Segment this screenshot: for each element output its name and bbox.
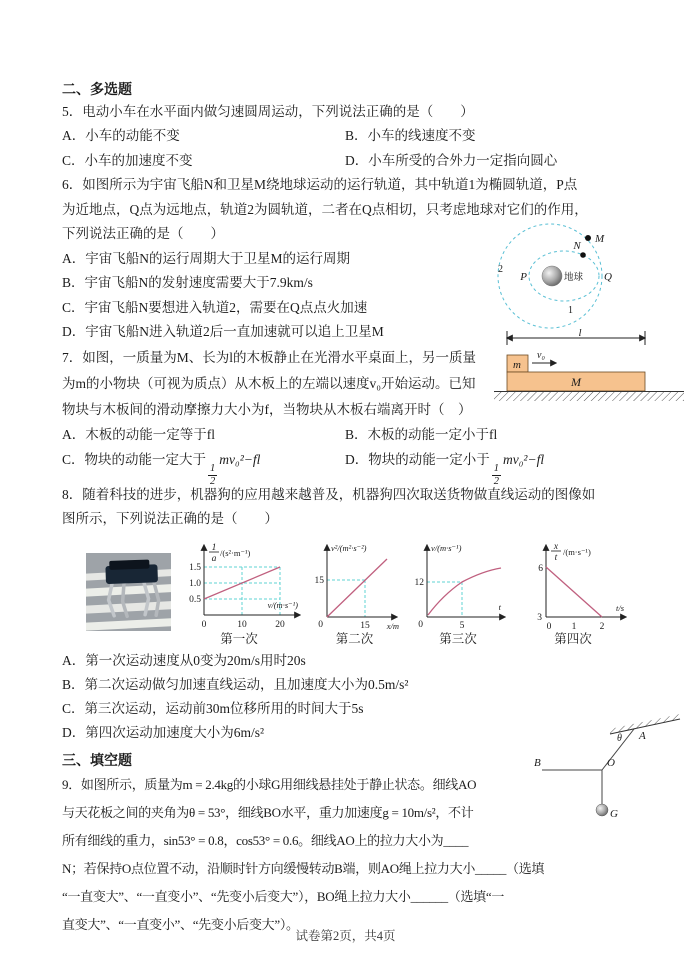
section-title-multichoice: 二、多选题 bbox=[62, 81, 132, 97]
graph2-caption: 第二次 bbox=[335, 632, 374, 646]
q6-option-d: D．宇宙飞船N进入轨道2后一直加速就可以追上卫星M bbox=[62, 324, 384, 339]
graph-first-run bbox=[174, 537, 304, 647]
theta-label: θ bbox=[617, 733, 622, 744]
g4-ytick-6: 6 bbox=[538, 564, 543, 574]
q9-line1: 9．如图所示，质量为m = 2.4kg的小球G用细线悬挂处于静止状态。细线AO bbox=[62, 777, 477, 792]
g4-ylabel-den: t bbox=[554, 553, 558, 563]
g1-xtick-20: 20 bbox=[275, 620, 285, 630]
q6-option-c: C．宇宙飞船N要想进入轨道2，需要在Q点点火加速 bbox=[62, 299, 368, 315]
g1-xlabel: v/(m·s⁻¹) bbox=[267, 600, 298, 610]
q7-option-d bbox=[345, 442, 544, 488]
q7-stem-line1: 7．如图，一质量为M、长为l的木板静止在光滑水平桌面上，另一质量 bbox=[62, 349, 477, 365]
graph-second-run bbox=[307, 537, 402, 647]
g4-xtick-0: 0 bbox=[546, 622, 552, 631]
ground-hatch bbox=[494, 392, 684, 401]
graph2-v2-vs-x bbox=[307, 537, 402, 631]
satellite-m-label: M bbox=[595, 233, 605, 245]
g1-ytick-15: 1.5 bbox=[189, 563, 201, 573]
q7-option-c-expr: mv₀²−fl bbox=[219, 451, 261, 467]
page-footer: 试卷第2页，共4页 bbox=[295, 929, 396, 943]
g1-ylabel-den: a bbox=[211, 554, 217, 564]
q5-option-a: A．小车的动能不变 bbox=[62, 128, 180, 143]
orbit-1-label: 1 bbox=[568, 305, 573, 316]
q7-option-a: A．木板的动能一定等于fl bbox=[62, 426, 215, 442]
orbit-figure bbox=[472, 214, 640, 338]
q5-options-cd bbox=[62, 149, 632, 174]
graph3-v-vs-t bbox=[405, 537, 511, 631]
q6-stem-line1: 6．如图所示为宇宙飞船N和卫星M绕地球运动的运行轨道，其中轨道1为椭圆轨道，P点 bbox=[62, 177, 578, 192]
ball-g-label: G bbox=[610, 808, 618, 820]
earth-label: 地球 bbox=[564, 273, 584, 283]
g1-ytick-05: 0.5 bbox=[189, 595, 201, 605]
q5-options-ab bbox=[62, 124, 632, 149]
spaceship-n-label: N bbox=[573, 240, 581, 252]
q7-option-b: B．木板的动能一定小于fl bbox=[345, 426, 498, 442]
q7-stem-line2: 为m的小物块（可视为质点）从木板上的左端以速度v₀开始运动。已知 bbox=[62, 375, 476, 391]
q8-stem-line2: 图所示，下列说法正确的是（ ） bbox=[62, 511, 278, 526]
robot-dog-photo bbox=[86, 553, 171, 631]
q9-line3: 所有细线的重力，sin53° = 0.8，cos53° = 0.6。细线AO上的拉力大小为____ bbox=[62, 833, 469, 848]
q6-stem-line3: 下列说法正确的是（ ） bbox=[62, 226, 224, 241]
q8-option-c: C．第三次运动，运动前30m位移所用的时间大于5s bbox=[62, 701, 364, 716]
ball-g bbox=[596, 804, 608, 816]
g4-xlabel: t/s bbox=[615, 603, 624, 613]
graph-third-run bbox=[405, 537, 511, 647]
q6-option-a: A．宇宙飞船N的运行周期大于卫星M的运行周期 bbox=[62, 250, 351, 266]
g2-ytick-15: 15 bbox=[314, 576, 324, 586]
board-block-figure bbox=[494, 328, 688, 404]
fraction-numerator: 1 bbox=[208, 463, 217, 476]
hanging-ball-figure bbox=[532, 712, 688, 826]
q8-option-a: A．第一次运动速度从0变为20m/s用时20s bbox=[62, 653, 306, 668]
g3-ytick-12: 12 bbox=[414, 578, 424, 588]
q8-figure-row bbox=[86, 537, 632, 647]
g3-ylabel: v/(m·s⁻¹) bbox=[431, 543, 462, 553]
q7-option-d-expr: mv₀²−fl bbox=[503, 451, 545, 467]
earth bbox=[542, 266, 562, 286]
g4-xtick-2: 2 bbox=[599, 622, 605, 631]
point-a-label: A bbox=[639, 730, 646, 742]
q7-option-d-text: D．物块的动能一定小于 bbox=[345, 451, 490, 467]
graph-fourth-run bbox=[514, 537, 632, 647]
g3-origin: 0 bbox=[418, 620, 423, 630]
q8-stem-line1: 8．随着科技的进步，机器狗的应用越来越普及，机器狗四次取送货物做直线运动的图像如 bbox=[62, 487, 596, 502]
q9-line5: “一直变大”、“一直变小”、“先变小后变大”），BO绳上拉力大小______（选填“一 bbox=[62, 889, 505, 904]
satellite-m-dot bbox=[585, 235, 591, 241]
g2-xlabel: x/m bbox=[386, 621, 399, 631]
q8-option-b: B．第二次运动做匀加速直线运动，且加速度大小为0.5m/s² bbox=[62, 677, 409, 692]
q7-options-cd bbox=[62, 447, 632, 487]
g4-xtick-1: 1 bbox=[571, 622, 577, 631]
board-M-label: M bbox=[571, 375, 581, 389]
g1-ylabel-num: 1 bbox=[211, 543, 217, 553]
q7-stem-line3: 物块与木板间的滑动摩擦力大小为f，当物块从木板右端离开时（ ） bbox=[62, 401, 472, 417]
graph4-caption: 第四次 bbox=[554, 632, 592, 646]
q6-option-b: B．宇宙飞船N的发射速度需要大于7.9km/s bbox=[62, 275, 313, 290]
q5-option-d: D．小车所受的合外力一定指向圆心 bbox=[345, 152, 558, 168]
g1-ylabel-unit: /(s²·m⁻¹) bbox=[220, 548, 251, 558]
section-title-fill-blank: 三、填空题 bbox=[62, 752, 132, 768]
g2-origin: 0 bbox=[318, 620, 323, 630]
fraction-denominator: 2 bbox=[210, 476, 216, 487]
g4-ylabel-unit: /(m·s⁻¹) bbox=[563, 547, 591, 557]
orbit-2-label: 2 bbox=[498, 264, 503, 275]
point-q-label: Q bbox=[604, 271, 612, 283]
block-m-label: m bbox=[513, 359, 521, 371]
q7-option-c-text: C．物块的动能一定大于 bbox=[62, 451, 207, 467]
g1-xtick-0: 0 bbox=[201, 620, 207, 630]
g1-xtick-10: 10 bbox=[237, 620, 247, 630]
graph3-caption: 第三次 bbox=[439, 632, 477, 646]
graph1-caption: 第一次 bbox=[220, 632, 258, 646]
fraction-numerator: 1 bbox=[492, 463, 501, 476]
g2-xtick-15: 15 bbox=[360, 621, 370, 631]
fraction-denominator: 2 bbox=[493, 476, 499, 487]
point-o-label: O bbox=[607, 757, 615, 769]
g4-ylabel-num: x bbox=[553, 542, 559, 552]
spaceship-n-dot bbox=[580, 252, 586, 258]
q5-option-b: B．小车的线速度不变 bbox=[345, 128, 476, 143]
g2-ylabel: v²/(m²·s⁻²) bbox=[331, 543, 367, 553]
point-p-label: P bbox=[520, 271, 527, 283]
question-8 bbox=[62, 483, 632, 745]
graph1-inverse-a-vs-v bbox=[174, 537, 304, 631]
graph4-x-over-t-vs-t bbox=[514, 537, 632, 631]
q5-option-c: C．小车的加速度不变 bbox=[62, 152, 193, 168]
g3-xlabel: t bbox=[498, 602, 501, 612]
q9-line4: N；若保持O点位置不动，沿顺时针方向缓慢转动B端，则AO绳上拉力大小_____（选填 bbox=[62, 861, 545, 876]
q5-stem: 5．电动小车在水平面内做匀速圆周运动，下列说法正确的是（ ） bbox=[62, 104, 474, 119]
length-l-label: l bbox=[578, 328, 582, 339]
q8-option-d: D．第四次运动加速度大小为6m/s² bbox=[62, 725, 265, 740]
q7-option-c bbox=[62, 442, 345, 488]
q9-line6: 直变大”、“一直变小”、“先变小后变大”）。 bbox=[62, 917, 299, 932]
g3-xtick-5: 5 bbox=[459, 621, 465, 631]
g4-ytick-3: 3 bbox=[537, 613, 542, 623]
q6-stem-line2: 为近地点，Q点为远地点，轨道2为圆轨道，二者在Q点相切，只考虑地球对它们的作用， bbox=[62, 201, 588, 217]
point-b-label: B bbox=[534, 757, 541, 769]
q9-line2: 与天花板之间的夹角为θ = 53°，细线BO水平，重力加速度g = 10m/s²，不计 bbox=[62, 805, 474, 820]
question-5 bbox=[62, 100, 632, 173]
v0-label: v₀ bbox=[537, 350, 545, 361]
g1-ytick-10: 1.0 bbox=[189, 579, 201, 589]
